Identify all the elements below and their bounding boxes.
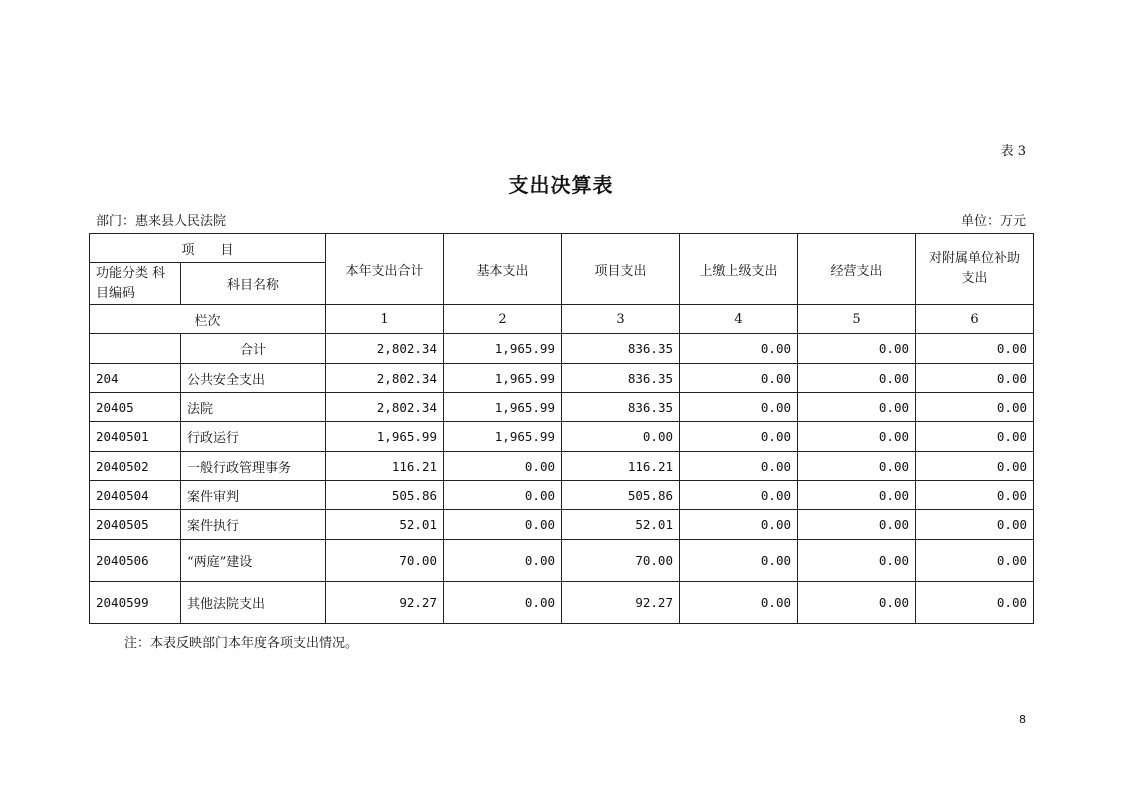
total-row <box>90 334 1034 364</box>
row-value: 0.00 <box>444 481 562 510</box>
row-value: 0.00 <box>798 452 916 481</box>
row-value: 1,965.99 <box>444 364 562 393</box>
row-value: 0.00 <box>798 364 916 393</box>
total-value: 2,802.34 <box>326 334 444 364</box>
row-value: 0.00 <box>444 582 562 624</box>
row-value: 0.00 <box>798 422 916 452</box>
col-header-total: 本年支出合计 <box>326 234 444 305</box>
table-row <box>90 452 1034 481</box>
row-value: 116.21 <box>326 452 444 481</box>
row-value: 0.00 <box>444 540 562 582</box>
table-row <box>90 393 1034 422</box>
row-value: 505.86 <box>326 481 444 510</box>
total-value: 0.00 <box>916 334 1034 364</box>
row-value: 2,802.34 <box>326 393 444 422</box>
row-code: 2040504 <box>90 481 181 510</box>
row-name: 公共安全支出 <box>181 364 326 393</box>
total-value: 1,965.99 <box>444 334 562 364</box>
col-header-project: 项目支出 <box>562 234 680 305</box>
table-row <box>90 364 1034 393</box>
row-value: 0.00 <box>916 481 1034 510</box>
row-code: 2040505 <box>90 510 181 540</box>
row-value: 92.27 <box>562 582 680 624</box>
row-code: 204 <box>90 364 181 393</box>
row-value: 836.35 <box>562 393 680 422</box>
row-value: 1,965.99 <box>444 393 562 422</box>
seq-label: 栏次 <box>90 305 326 334</box>
col-header-business: 经营支出 <box>798 234 916 305</box>
row-value: 505.86 <box>562 481 680 510</box>
row-value: 0.00 <box>916 452 1034 481</box>
row-value: 0.00 <box>680 540 798 582</box>
row-value: 0.00 <box>562 422 680 452</box>
row-value: 0.00 <box>916 540 1034 582</box>
row-value: 1,965.99 <box>326 422 444 452</box>
row-value: 70.00 <box>562 540 680 582</box>
row-value: 0.00 <box>798 582 916 624</box>
page-number: 8 <box>1019 713 1026 726</box>
row-code: 2040502 <box>90 452 181 481</box>
seq-number: 6 <box>916 305 1034 334</box>
seq-number: 3 <box>562 305 680 334</box>
row-name: 一般行政管理事务 <box>181 452 326 481</box>
table-number: 表 3 <box>1000 144 1026 159</box>
seq-number: 5 <box>798 305 916 334</box>
row-value: 0.00 <box>798 481 916 510</box>
row-value: 0.00 <box>798 510 916 540</box>
header-func-code: 功能分类 科目编码 <box>90 263 181 305</box>
row-value: 0.00 <box>680 393 798 422</box>
col-header-basic: 基本支出 <box>444 234 562 305</box>
page-title: 支出决算表 <box>508 173 614 197</box>
row-value: 0.00 <box>916 364 1034 393</box>
row-name: 其他法院支出 <box>181 582 326 624</box>
row-value: 92.27 <box>326 582 444 624</box>
row-value: 0.00 <box>680 364 798 393</box>
row-code: 20405 <box>90 393 181 422</box>
col-header-upper: 上缴上级支出 <box>680 234 798 305</box>
footnote: 注：本表反映部门本年度各项支出情况。 <box>124 636 359 651</box>
row-value: 0.00 <box>916 510 1034 540</box>
row-value: 0.00 <box>916 582 1034 624</box>
row-value: 1,965.99 <box>444 422 562 452</box>
total-value: 836.35 <box>562 334 680 364</box>
total-label: 合计 <box>181 334 326 364</box>
row-value: 52.01 <box>326 510 444 540</box>
table-row <box>90 540 1034 582</box>
seq-number: 1 <box>326 305 444 334</box>
row-name: 法院 <box>181 393 326 422</box>
row-value: 0.00 <box>680 510 798 540</box>
row-value: 0.00 <box>916 422 1034 452</box>
col-header-subsidiary: 对附属单位补助支出 <box>916 234 1034 305</box>
row-value: 836.35 <box>562 364 680 393</box>
row-value: 0.00 <box>680 582 798 624</box>
total-value: 0.00 <box>680 334 798 364</box>
expense-table <box>89 233 1034 624</box>
row-value: 116.21 <box>562 452 680 481</box>
row-code: 2040501 <box>90 422 181 452</box>
row-name: 行政运行 <box>181 422 326 452</box>
total-value: 0.00 <box>798 334 916 364</box>
seq-number: 4 <box>680 305 798 334</box>
row-name: “两庭”建设 <box>181 540 326 582</box>
row-value: 0.00 <box>680 452 798 481</box>
row-value: 0.00 <box>798 540 916 582</box>
department-label: 部门：惠来县人民法院 <box>96 214 227 229</box>
unit-label: 单位：万元 <box>960 214 1026 229</box>
row-value: 2,802.34 <box>326 364 444 393</box>
row-value: 0.00 <box>444 452 562 481</box>
row-code: 2040599 <box>90 582 181 624</box>
row-name: 案件执行 <box>181 510 326 540</box>
header-item: 项 目 <box>90 234 326 263</box>
row-code: 2040506 <box>90 540 181 582</box>
row-value: 0.00 <box>680 481 798 510</box>
row-value: 0.00 <box>798 393 916 422</box>
row-value: 70.00 <box>326 540 444 582</box>
table-row <box>90 510 1034 540</box>
total-code-cell <box>90 334 181 364</box>
seq-number: 2 <box>444 305 562 334</box>
row-value: 0.00 <box>680 422 798 452</box>
row-value: 0.00 <box>916 393 1034 422</box>
header-subject-name: 科目名称 <box>181 263 326 305</box>
table-row <box>90 582 1034 624</box>
table-row <box>90 422 1034 452</box>
table-row <box>90 481 1034 510</box>
row-value: 52.01 <box>562 510 680 540</box>
row-name: 案件审判 <box>181 481 326 510</box>
row-value: 0.00 <box>444 510 562 540</box>
